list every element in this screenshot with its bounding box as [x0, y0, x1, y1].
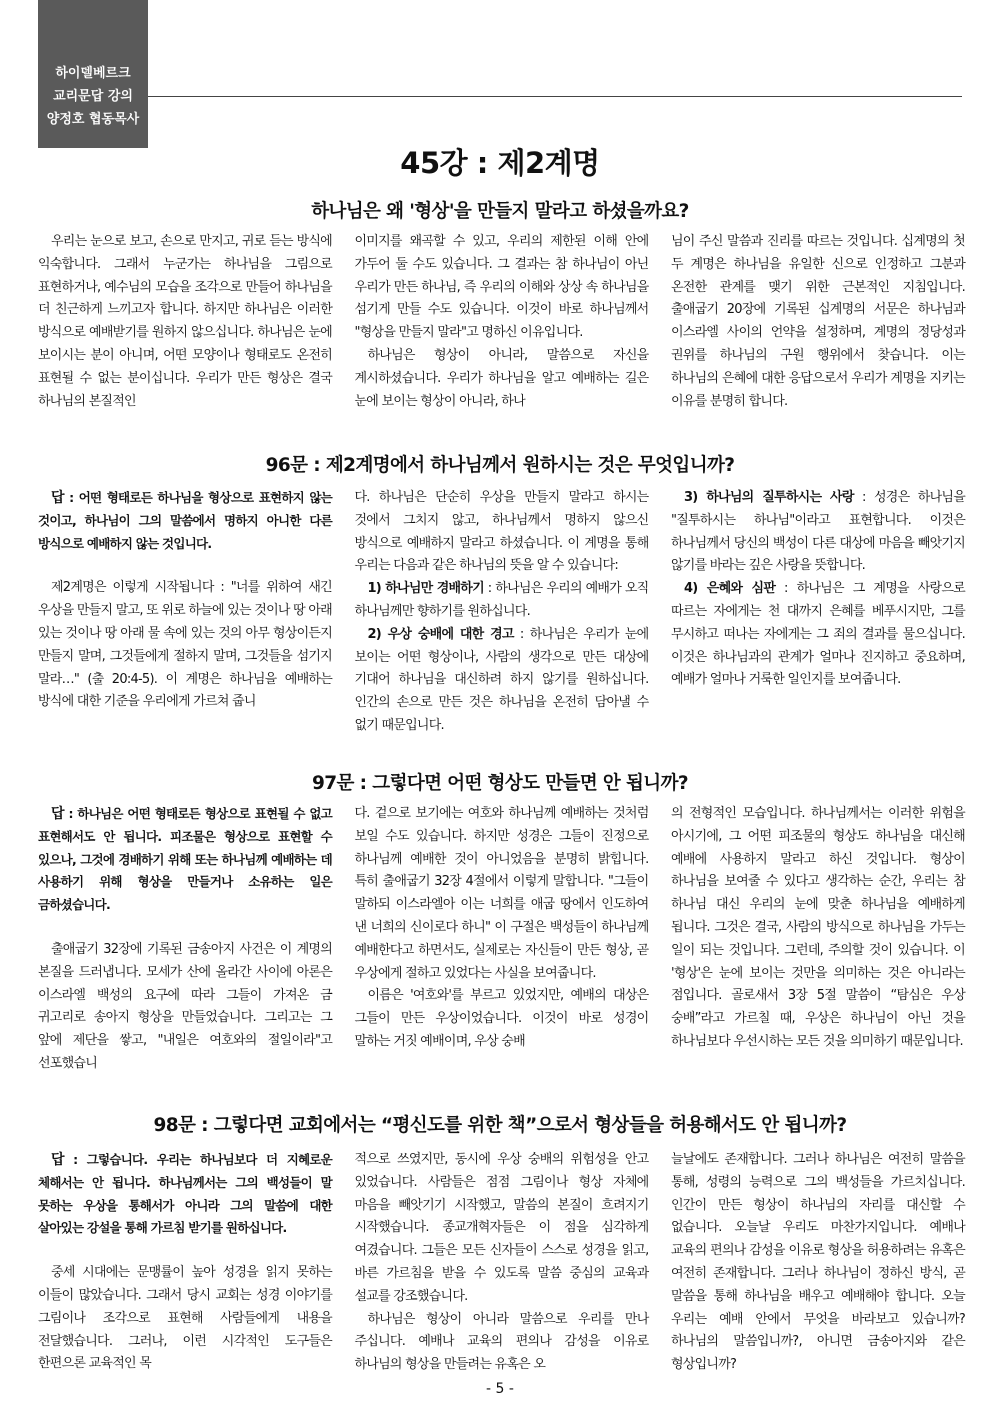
point-4 [671, 578, 965, 692]
point-3 [671, 487, 965, 578]
q97-col-3 [671, 803, 965, 1076]
q97-col-2 [355, 803, 649, 1076]
answer-text: : 하나님은 어떤 형태로든 형상으로 표현될 수 없고 표현해서도 안 됩니다. 피조물은 형상으로 표현할 수 있으나, 그것에 경배하기 위해 또는 하나님께 예배하는 데 사용하기 위해 형상을 만들거나 소유하는 일은 금하셨습니다. [38, 806, 332, 913]
point-2-label: 2) 우상 숭배에 대한 경고 [367, 626, 514, 642]
answer-text: : 어떤 형태로든 하나님을 형상으로 표현하지 않는 것이고, 하나님이 그의 말씀에서 명하지 아니한 다른 방식으로 예배하지 않는 것입니다. [38, 490, 332, 551]
point-2 [355, 624, 649, 738]
paragraph: 하나님은 형상이 아니라 말씀으로 우리를 만나 주십니다. 예배나 교육의 편의나 감성을 이유로 하나님의 형상을 만들려는 유혹은 오 [354, 1311, 649, 1373]
q98-col-2 [355, 1149, 649, 1377]
intro-col-1 [38, 231, 332, 413]
q96-columns [38, 487, 965, 738]
paragraph: 적으로 쓰였지만, 동시에 우상 숭배의 위험성을 안고 있었습니다. 사람들은 점점 그림이나 형상 자체에 마음을 빼앗기기 시작했고, 말씀의 본질이 흐려지기 시작했습니다. 종교개혁자들은 이 점을 심각하게 여겼습니다. 그들은 모든 신자들이 스스로 성경을 읽고, 바른 가르침을 받을 수 있도록 말씀 중심의 교육과 설교를 강조했습니다. [354, 1152, 649, 1304]
paragraph: 하나님은 형상이 아니라, 말씀으로 자신을 계시하셨습니다. 우리가 하나님을 알고 예배하는 길은 눈에 보이는 형상이 아니라, 하나 [354, 347, 649, 409]
answer-paragraph [38, 803, 332, 917]
paragraph: 출애굽기 32장에 기록된 금송아지 사건은 이 계명의 본질을 드러냅니다. 모세가 산에 올라간 사이에 아론은 이스라엘 백성의 요구에 따라 그들이 가져온 금 귀고리로 송아지 형상을 만들었습니다. 그리고는 그 앞에 제단을 쌓고, "내일은 여호와의 절일이라"고 선포했습니 [38, 941, 332, 1071]
badge-line-1: 하이델베르크 [55, 66, 131, 81]
answer-paragraph [38, 487, 332, 555]
point-4-label: 4) 은혜와 심판 [684, 581, 776, 597]
point-1-label: 1) 하나님만 경배하기 [367, 581, 484, 597]
q96-col-3 [671, 487, 965, 738]
page-number: - 5 - [486, 1381, 514, 1397]
q96-col-2 [355, 487, 649, 738]
badge-line-2: 교리문답 강의 [53, 89, 133, 104]
point-3-text: : 성경은 하나님을 "질투하시는 하나님"이라고 표현합니다. 이것은 하나님께서 당신의 백성이 다른 대상에 마음을 빼앗기지 않기를 바라는 깊은 사랑을 뜻합니다. [671, 490, 966, 574]
header-rule [148, 96, 962, 97]
q96-heading: 96문 : 제2계명에서 하나님께서 원하시는 것은 무엇입니까? [265, 455, 735, 476]
paragraph: 늘날에도 존재합니다. 그러나 하나님은 여전히 말씀을 통해, 성령의 능력으로 그의 백성들을 가르치십니다. 인간이 만든 형상이 하나님의 자리를 대신할 수 없습니다. 오늘날 우리도 마찬가지입니다. 예배나 교육의 편의나 감성을 이유로 형상을 허용하려는 유혹은 여전히 존재합니다. 그러나 하나님이 정하신 방식, 곧 말씀을 통해 하나님을 배우고 예배해야 합니다. 오늘 우리는 예배 안에서 무엇을 바라보고 있습니까? 하나님의 말씀입니까?, 아니면 금송아지와 같은 형상입니까? [671, 1152, 965, 1373]
lecture-title: 45강 : 제2계명 [400, 146, 600, 180]
point-2-text: : 하나님은 우리가 눈에 보이는 어떤 형상이나, 사람의 생각으로 만든 대상에 기대어 하나님을 대신하려 하지 않기를 원하십니다. 인간의 손으로 만든 것은 하나님을 온전히 담아낼 수 없기 때문입니다. [354, 626, 649, 733]
answer-label: 답 [51, 490, 64, 506]
intro-col-3 [671, 231, 965, 413]
intro-heading: 하나님은 왜 '형상'을 만들지 말라고 하셨을까요? [311, 201, 689, 222]
paragraph: 중세 시대에는 문맹률이 높아 성경을 읽지 못하는 이들이 많았습니다. 그래서 당시 교회는 성경 이야기를 그림이나 조각으로 표현해 사람들에게 내용을 전달했습니다. 그러나, 이런 시각적인 도구들은 한편으론 교육적인 목 [38, 1265, 332, 1372]
answer-label: 답 [51, 1152, 64, 1168]
paragraph: 이미지를 왜곡할 수 있고, 우리의 제한된 이해 안에 가두어 둘 수도 있습니다. 그 결과는 참 하나님이 아닌 우리가 만든 하나님, 즉 우리의 이해와 상상 속 하나님을 섬기게 만들 수도 있습니다. 이것이 바로 하나님께서 "형상을 만들지 말라"고 명하신 이유입니다. [354, 234, 649, 341]
intro-columns [38, 231, 965, 413]
q98-col-3 [671, 1149, 965, 1377]
q98-heading: 98문 : 그렇다면 교회에서는 “평신도를 위한 책”으로서 형상들을 허용해서도 안 됩니까? [153, 1115, 847, 1136]
q97-col-1 [38, 803, 332, 1076]
q97-columns [38, 803, 965, 1076]
point-1 [355, 578, 649, 624]
badge-line-3: 양정호 협동목사 [46, 112, 140, 127]
series-badge [38, 0, 148, 148]
paragraph: 우리는 눈으로 보고, 손으로 만지고, 귀로 듣는 방식에 익숙합니다. 그래서 누군가는 하나님을 그림으로 표현하거나, 예수님의 모습을 조각으로 만들어 하나님을 더 친근하게 느끼고자 합니다. 하지만 하나님은 이러한 방식으로 예배받기를 원하지 않으십니다. 하나님은 눈에 보이시는 분이 아니며, 어떤 모양이나 형태로도 온전히 표현될 수 없는 분이십니다. 우리가 만든 형상은 결국 하나님의 본질적인 [38, 234, 332, 409]
point-4-text: : 하나님은 그 계명을 사랑으로 따르는 자에게는 천 대까지 은혜를 베푸시지만, 그를 무시하고 떠나는 자에게는 그 죄의 결과를 물으십니다. 이것은 하나님과의 관계가 얼마나 진지하고 중요하며, 예배가 얼마나 거룩한 일인지를 보여줍니다. [671, 581, 965, 688]
paragraph: 이름은 '여호와'를 부르고 있었지만, 예배의 대상은 그들이 만든 우상이었습니다. 이것이 바로 성경이 말하는 거짓 예배이며, 우상 숭배 [354, 988, 649, 1049]
point-3-label: 3) 하나님의 질투하시는 사랑 [684, 490, 854, 505]
q96-col-1 [38, 487, 332, 738]
q98-columns [38, 1149, 965, 1377]
paragraph: 다. 하나님은 단순히 우상을 만들지 말라고 하시는 것에서 그치지 않고, 하나님께서 명하지 않으신 방식으로 예배하지 말라고 하셨습니다. 이 계명을 통해 우리는 다음과 같은 하나님의 뜻을 알 수 있습니다: [354, 490, 649, 574]
paragraph: 님이 주신 말씀과 진리를 따르는 것입니다. 십계명의 첫 두 계명은 하나님을 유일한 신으로 인정하고 그분과 온전한 관계를 맺기 위한 근본적인 지침입니다. 출애굽기 20장에 기록된 십계명의 서문은 하나님과 이스라엘 사이의 언약을 설정하며, 계명의 정당성과 권위를 하나님의 구원 행위에서 찾습니다. 이는 하나님의 은혜에 대한 응답으로서 우리가 계명을 지키는 이유를 분명히 합니다. [671, 234, 965, 409]
paragraph: 의 전형적인 모습입니다. 하나님께서는 이러한 위험을 아시기에, 그 어떤 피조물의 형상도 하나님을 대신해 예배에 사용하지 말라고 하신 것입니다. 형상이 하나님을 보여줄 수 있다고 생각하는 순간, 우리는 참 하나님 대신 우리의 눈에 맞춘 하나님을 예배하게 됩니다. 그것은 결국, 사람의 방식으로 하나님을 가두는 일이 되는 것입니다. 그런데, 주의할 것이 있습니다. 이 '형상'은 눈에 보이는 것만을 의미하는 것은 아니라는 점입니다. 골로새서 3장 5절 말씀이 “탐심은 우상 숭배”라고 가르칠 때, 우상은 하나님이 아닌 것을 하나님보다 우선시하는 모든 것을 의미하기 때문입니다. [671, 806, 965, 1049]
paragraph: 다. 겉으로 보기에는 여호와 하나님께 예배하는 것처럼 보일 수도 있습니다. 하지만 성경은 그들이 진정으로 하나님께 예배한 것이 아니었음을 분명히 밝힙니다. 특히 출애굽기 32장 4절에서 이렇게 말합니다. "그들이 말하되 이스라엘아 이는 너희를 애굽 땅에서 인도하여 낸 너희의 신이로다 하니" 이 구절은 백성들이 하나님께 예배한다고 하면서도, 실제로는 자신들이 만든 형상, 곧 우상에게 절하고 있었다는 사실을 보여줍니다. [354, 806, 649, 981]
answer-text: : 그렇습니다. 우리는 하나님보다 더 지혜로운 체해서는 안 됩니다. 하나님께서는 그의 백성들이 말 못하는 우상을 통해서가 아니라 그의 말씀에 대한 살아있는 강설을 통해 가르침 받기를 원하십니다. [38, 1152, 332, 1236]
answer-paragraph [38, 1149, 332, 1240]
q98-col-1 [38, 1149, 332, 1377]
point-1-text: : 하나님은 우리의 예배가 오직 하나님께만 향하기를 원하십니다. [354, 581, 649, 619]
q97-heading: 97문 : 그렇다면 어떤 형상도 만들면 안 됩니까? [312, 773, 688, 794]
answer-label: 답 [51, 806, 64, 822]
paragraph: 제2계명은 이렇게 시작됩니다 : "너를 위하여 새긴 우상을 만들지 말고, 또 위로 하늘에 있는 것이나 땅 아래 있는 것이나 땅 아래 물 속에 있는 것의 아무 형상이든지 만들지 말며, 그것들에게 절하지 말며, 그것들을 섬기지 말라…" (출 20:4-5). 이 계명은 하나님을 예배하는 방식에 대한 기준을 우리에게 가르쳐 줍니 [38, 580, 332, 710]
intro-col-2 [355, 231, 649, 413]
